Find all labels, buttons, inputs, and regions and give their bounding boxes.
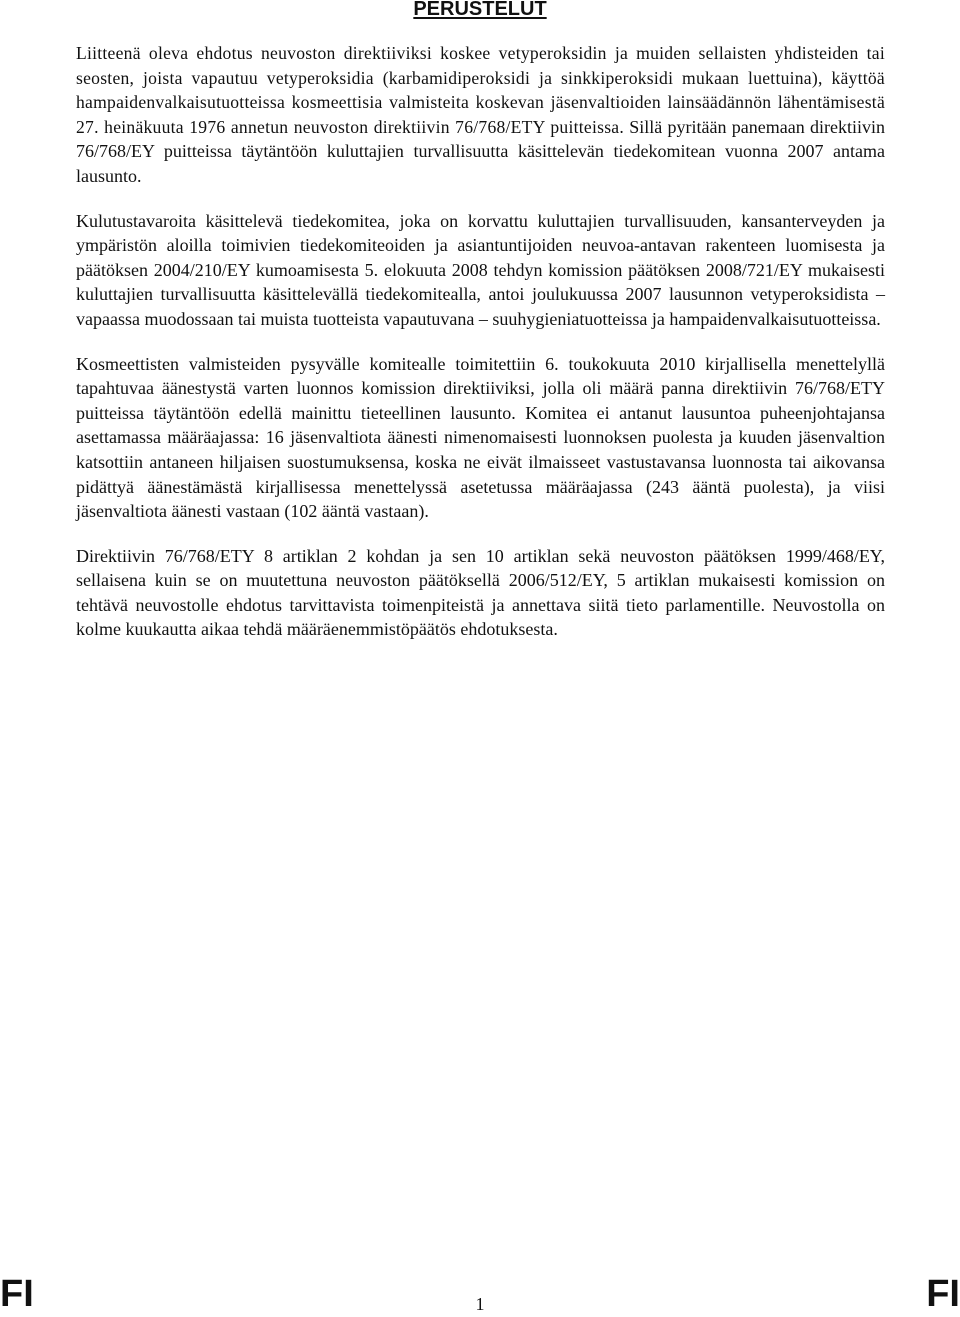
paragraph-2: Kulutustavaroita käsittelevä tiedekomitea, joka on korvattu kuluttajien turvallisuuden, kansanterveyden ja ympäristön aloilla toimivien tiedekomiteoiden ja asiantuntijoiden neuvoa-antavan rakenteen luomisesta ja päätöksen 2004/210/EY kumoamisesta 5. elokuuta 2008 tehdyn komission päätöksen 2008/721/EY mukaisesti kuluttajien turvallisuutta käsittelevällä tiedekomitealla, antoi joulukuussa 2007 lausunnon vetyperoksidista – vapaassa muodossaan tai muista tuotteista vapautuvana – suuhygieniatuotteissa ja hampaidenvalkaisutuotteissa. [76, 210, 885, 329]
footer-language-code-left: FI [0, 1273, 34, 1315]
page-footer [0, 1272, 960, 1317]
footer-language-code-right: FI [926, 1273, 960, 1315]
paragraph-1-sentence-1: Liitteenä oleva ehdotus neuvoston direktiiviksi koskee vetyperoksidin ja muiden sellaisten yhdisteiden tai seosten, joista vapautuu vetyperoksidia (karbamidiperoksidi ja sinkkiperoksidi mukaan luettuina), käyttöä hampaidenvalkaisutuotteissa kosmeettisia valmisteita koskevan jäsenvaltioiden lainsäädännön lähentämisestä 27. heinäkuuta 1976 annetun neuvoston direktiivin 76/768/ETY puitteissa. [76, 43, 885, 137]
page-title-text: PERUSTELUT [413, 0, 547, 20]
paragraph-1 [76, 41, 885, 189]
paragraph-4: Direktiivin 76/768/ETY 8 artiklan 2 kohdan ja sen 10 artiklan sekä neuvoston päätöksen 1999/468/EY, sellaisena kuin se on muutettuna neuvoston päätöksellä 2006/512/EY, 5 artiklan mukaisesti komission on tehtävä neuvostolle ehdotus tarvittavista toimenpiteistä ja annettava siitä tieto parlamentille. Neuvostolla on kolme kuukautta aikaa tehdä määräenemmistöpäätös ehdotuksesta. [76, 545, 885, 640]
page-number: 1 [475, 1294, 485, 1314]
paragraph-3: Kosmeettisten valmisteiden pysyvälle komitealle toimitettiin 6. toukokuuta 2010 kirjallisella menettelyllä tapahtuvaa äänestystä varten luonnos komission direktiiviksi, jolla oli määrä panna direktiivin 76/768/ETY puitteissa täytäntöön edellä mainittu tieteellinen lausunto. Komitea ei antanut lausuntoa puheenjohtajansa asettamassa määräajassa: 16 jäsenvaltiota äänesti nimenomaisesti luonnoksen puolesta ja kuuden jäsenvaltion katsottiin antaneen hiljaisen suostumuksensa, koska ne eivät ilmaisseet vastustavansa luonnosta tai aikovansa pidättyä äänestämästä kirjallisessa menettelyssä asetetussa määräajassa (243 ääntä puolesta), ja viisi jäsenvaltiota äänesti vastaan (102 ääntä vastaan). [76, 353, 885, 522]
paragraph-1-sentence-2: Sillä pyritään panemaan direktiivin 76/768/EY puitteissa täytäntöön kuluttajien turvallisuutta käsittelevän tiedekomitean vuonna 2007 antama lausunto. [76, 116, 885, 186]
page-title [0, 0, 960, 21]
document-body [76, 41, 885, 662]
